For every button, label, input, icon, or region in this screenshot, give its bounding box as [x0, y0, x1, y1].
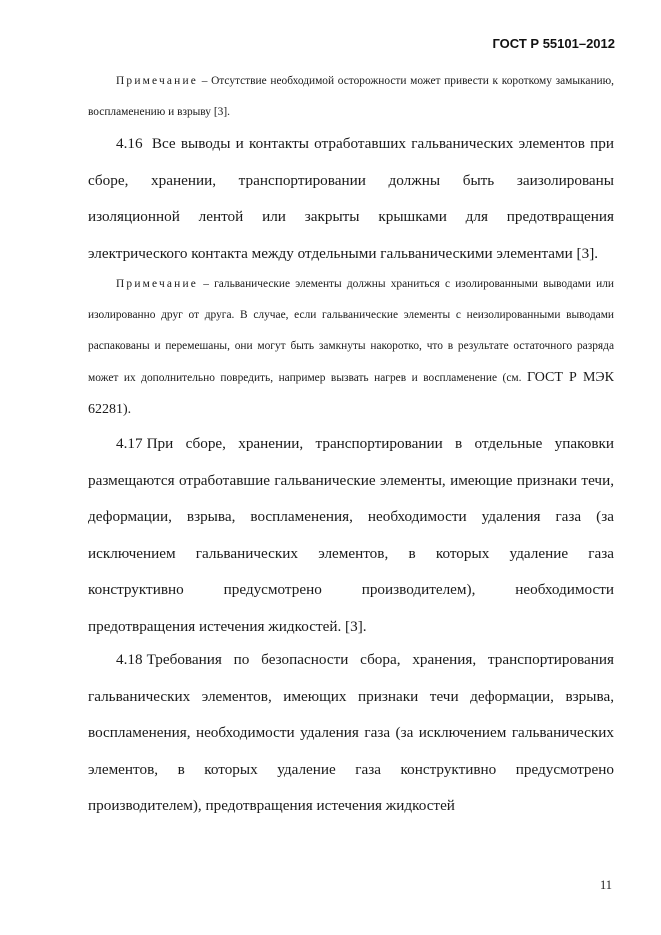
paragraph-number: 4.17 [116, 435, 143, 452]
note-text: – Отсутствие необходимой осторожности может привести к короткому замыканию, воспламенению и взрыву [3]. [88, 75, 614, 118]
paragraph-text: При сборе, хранении, транспортировании в отдельные упаковки размещаются отработавшие гальванические элементы, имеющие признаки течи, деформации, взрыва, воспламенения, необходимости удаления газа (за исключением гальванических элементов, в которых удаление газа конструктивно предусмотрено производителем), необходимости предотвращения истечения жидкостей. [3]. [88, 435, 614, 635]
paragraph-4-16 [88, 126, 614, 272]
note-text: – гальванические элементы должны храниться с изолированными выводами или изолированно друг от друга. В случае, если гальванические элементы с неизолированными выводами распакованы и перемешаны, они могут быть замкнуты накоротко, что в результате остаточного разряда может их дополнительно повредить, например вызвать нагрев и воспламенение (см. [88, 278, 614, 384]
paragraph-text: Все выводы и контакты отработавших гальванических элементов при сборе, хранении, транспортировании должны быть заизолированы изоляционной лентой или закрыты крышками для предотвращения электрического контакта между отдельными гальваническими элементами [3]. [88, 135, 614, 262]
paragraph-4-17 [88, 426, 614, 645]
paragraph-number: 4.18 [116, 651, 143, 668]
paragraph-number: 4.16 [116, 135, 143, 152]
note-block [88, 269, 614, 426]
standard-reference-link[interactable]: ГОСТ Р МЭК 62281 [88, 370, 615, 417]
page-number: 11 [600, 878, 613, 892]
note-label: Примечание [116, 278, 199, 290]
note-tail: ). [123, 402, 132, 417]
paragraph-4-18 [88, 642, 614, 825]
note-label: Примечание [116, 75, 199, 87]
paragraph-text: Требования по безопасности сбора, хранения, транспортирования гальванических элементов, имеющих признаки течи деформации, взрыва, воспламенения, необходимости удаления газа (за исключением гальванических элементов, в которых удаление газа конструктивно предусмотрено производителем), предотвращения истечения жидкостей [88, 651, 614, 814]
note-block [88, 66, 614, 128]
document-header: ГОСТ Р 55101–2012 [492, 36, 615, 51]
